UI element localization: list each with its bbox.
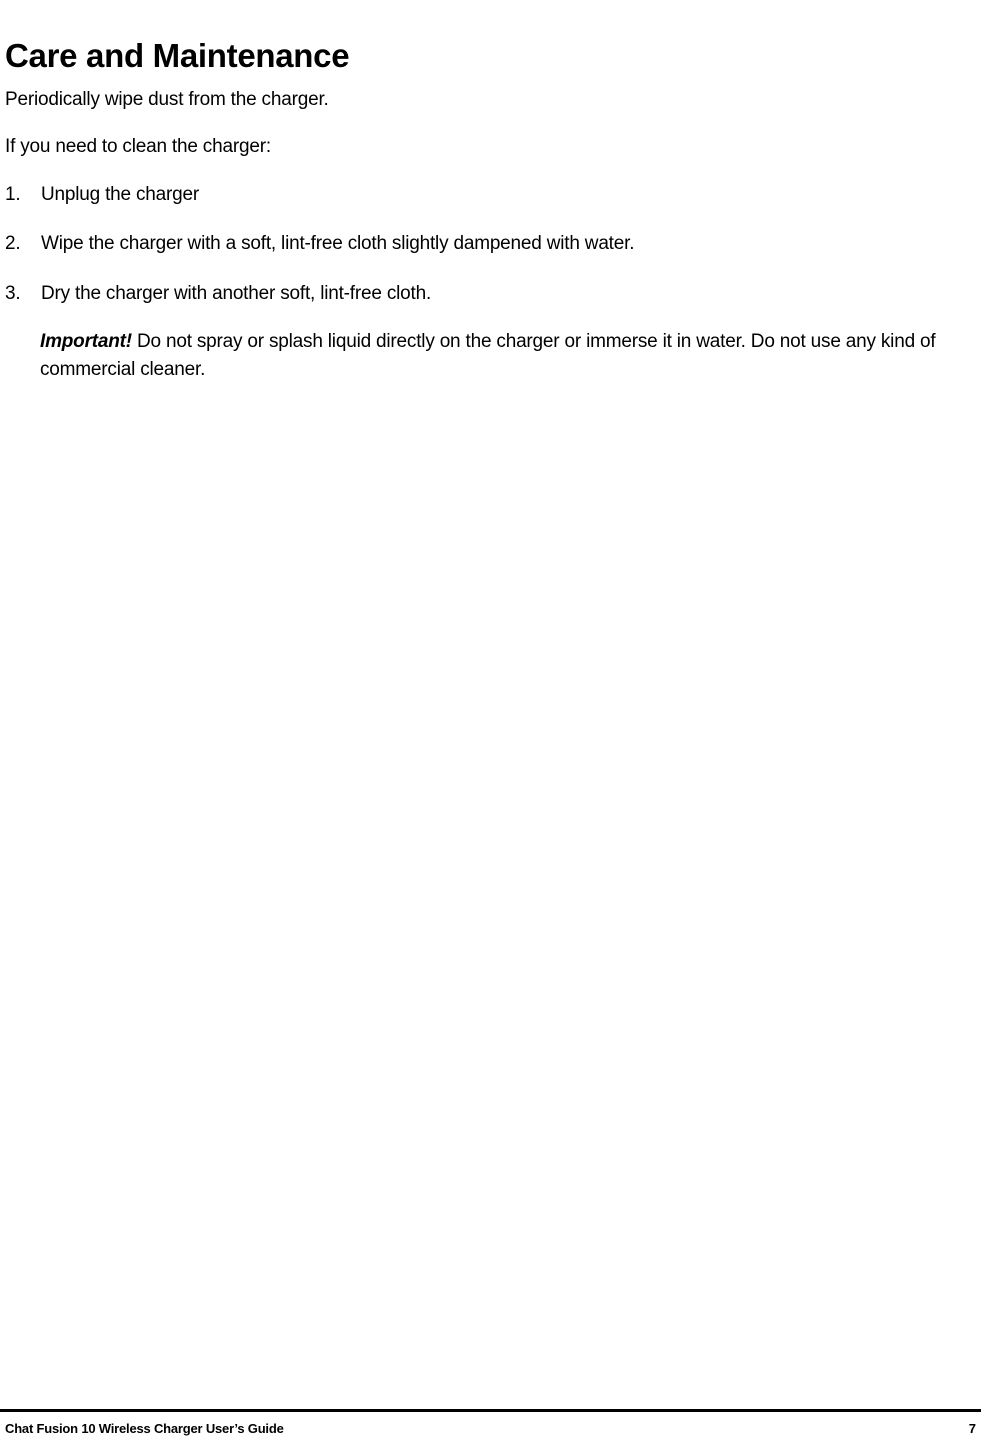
important-text: Do not spray or splash liquid directly on the charger or immerse it in water. Do not use any kind of commercial cleaner. xyxy=(40,331,936,380)
footer-page-number: 7 xyxy=(968,1421,976,1436)
page-title: Care and Maintenance xyxy=(5,37,350,74)
step-text: Wipe the charger with a soft, lint-free cloth slightly dampened with water. xyxy=(41,233,635,254)
intro-paragraph: Periodically wipe dust from the charger. xyxy=(5,89,329,110)
list-item xyxy=(5,280,961,308)
lead-in-paragraph: If you need to clean the charger: xyxy=(5,136,271,157)
step-number: 1. xyxy=(5,184,21,205)
step-text: Unplug the charger xyxy=(41,184,200,205)
step-number: 2. xyxy=(5,233,21,254)
step-number: 3. xyxy=(5,283,21,304)
list-item xyxy=(5,181,961,209)
footer-document-title: Chat Fusion 10 Wireless Charger User’s Guide xyxy=(5,1421,284,1436)
important-label: Important! xyxy=(40,331,132,352)
list-item xyxy=(5,230,961,258)
footer-divider xyxy=(0,1409,981,1412)
important-note xyxy=(40,328,959,384)
step-text: Dry the charger with another soft, lint-free cloth. xyxy=(41,283,432,304)
